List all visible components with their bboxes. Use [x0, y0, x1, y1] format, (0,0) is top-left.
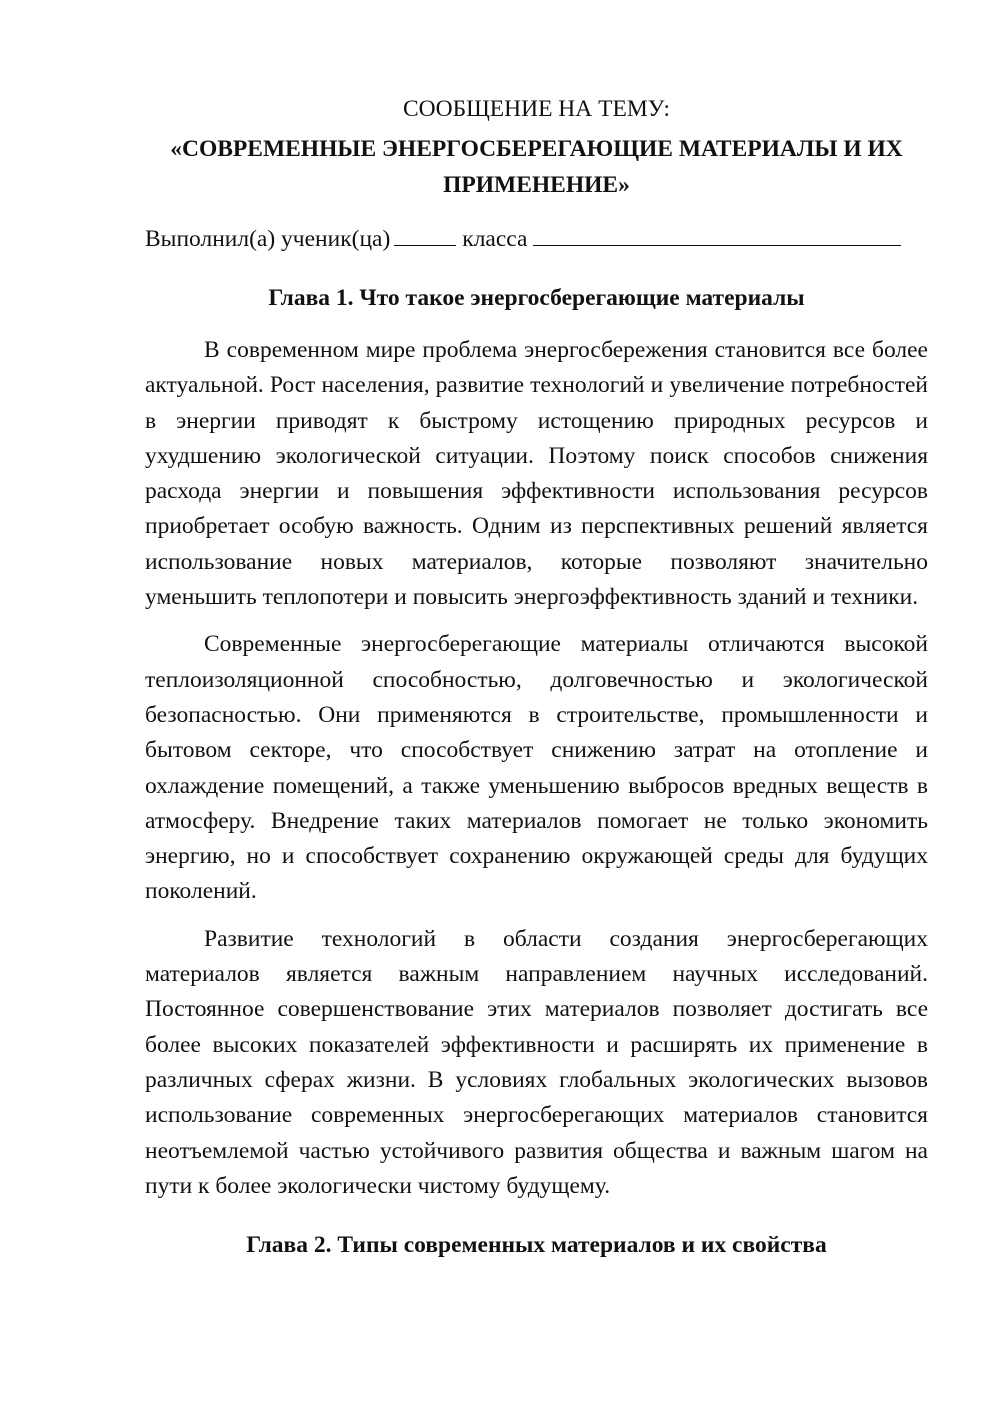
document-page [145, 0, 928, 1263]
chapter-1-heading: Глава 1. Что такое энергосберегающие материалы [268, 285, 805, 311]
class-word: класса [462, 226, 528, 252]
chapter-1-paragraph-2: Современные энергосберегающие материалы отличаются высокой теплоизоляционной способностью, долговечностью и экологической безопасностью. Они применяются в строительстве, промышленности и бытовом секторе, что способствует снижению затрат на отопление и охлаждение помещений, а также уменьшению выбросов вредных веществ в атмосферу. Внедрение таких материалов помогает не только экономить энергию, но и способствует сохранению окружающей среды для будущих поколений. [145, 631, 928, 905]
grade-blank-field[interactable] [394, 221, 456, 246]
report-label: СООБЩЕНИЕ НА ТЕМУ: [402, 96, 671, 122]
report-title: «СОВРЕМЕННЫЕ ЭНЕРГОСБЕРЕГАЮЩИЕ МАТЕРИАЛЫ И ИХ ПРИМЕНЕНИЕ» [170, 136, 903, 198]
author-line [145, 221, 928, 257]
student-name-blank-field[interactable] [533, 221, 901, 246]
chapter-1-paragraph-3: Развитие технологий в области создания энергосберегающих материалов является важным направлением научных исследований. Постоянное совершенствование этих материалов позволяет достигать все более высоких показателей эффективности и расширять их применение в различных сферах жизни. В условиях глобальных экологических вызовов использование современных энергосберегающих материалов становится неотъемлемой частью устойчивого развития общества и важным шагом на пути к более экологически чистому будущему. [145, 925, 928, 1199]
author-prefix: Выполнил(а) ученик(ца) [145, 226, 391, 252]
chapter-1-paragraph-1: В современном мире проблема энергосбережения становится все более актуальной. Рост населения, развитие технологий и увеличение потребностей в энергии приводят к быстрому истощению природных ресурсов и ухудшению экологической ситуации. Поэтому поиск способов снижения расхода энергии и повышения эффективности использования ресурсов приобретает особую важность. Одним из перспективных решений является использование новых материалов, которые позволяют значительно уменьшить теплопотери и повысить энергоэффективность зданий и техники. [145, 337, 928, 611]
chapter-2-heading: Глава 2. Типы современных материалов и их свойства [246, 1232, 827, 1259]
